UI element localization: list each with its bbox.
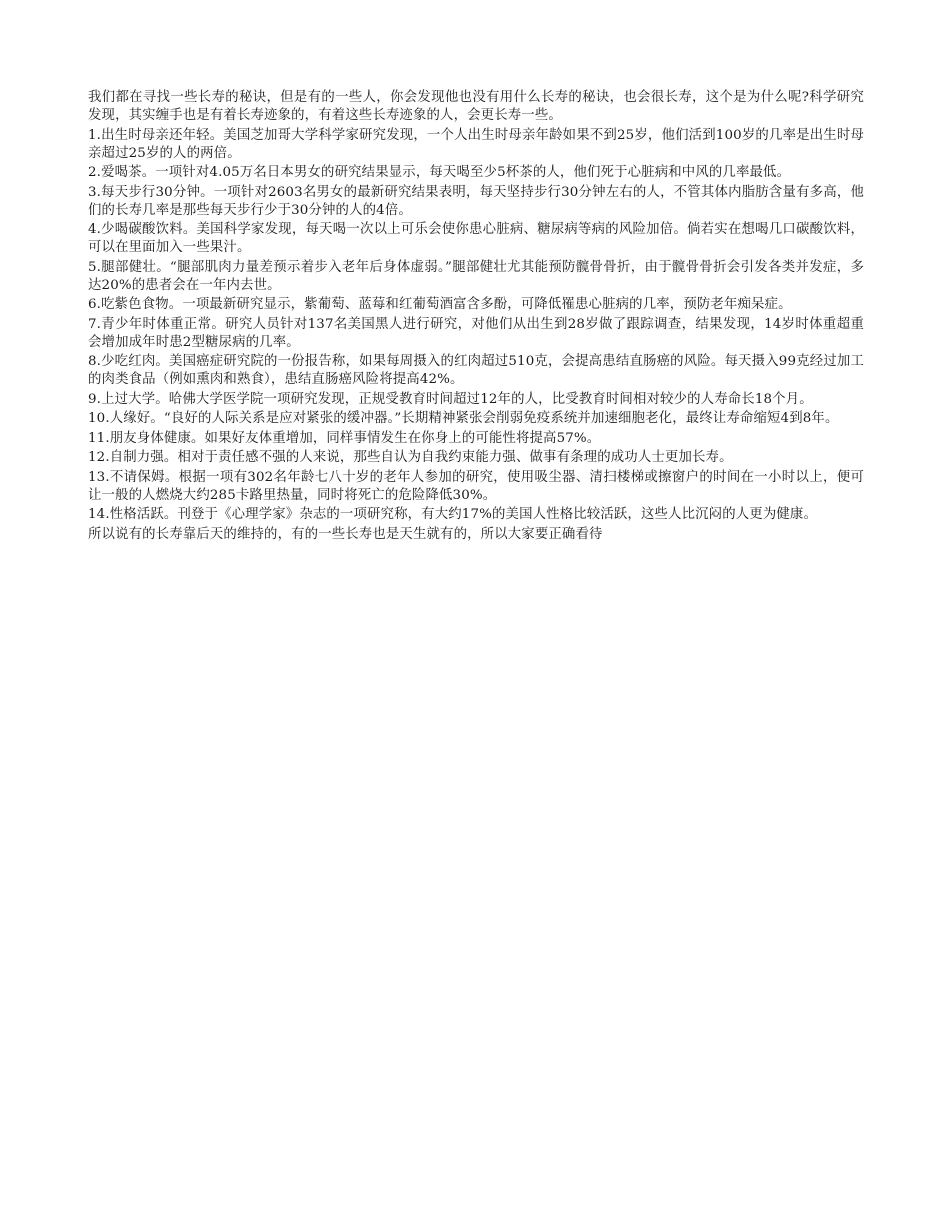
list-item: 8.少吃红肉。美国癌症研究院的一份报告称，如果每周摄入的红肉超过510克，会提高患结直肠癌的风险。每天摄入99克经过加工的肉类食品（例如熏肉和熟食），患结直肠癌风险将提高42%。	[88, 354, 864, 387]
document-body	[88, 89, 864, 545]
list-item: 14.性格活跃。刊登于《心理学家》杂志的一项研究称，有大约17%的美国人性格比较活跃，这些人比沉闷的人更为健康。	[88, 507, 817, 522]
list-item: 13.不请保姆。根据一项有302名年龄七八十岁的老年人参加的研究，使用吸尘器、清扫楼梯或擦窗户的时间在一小时以上，便可让一般的人燃烧大约285卡路里热量，同时将死亡的危险降低30%。	[88, 469, 864, 503]
list-item: 1.出生时母亲还年轻。美国芝加哥大学科学家研究发现，一个人出生时母亲年龄如果不到25岁，他们活到100岁的几率是出生时母亲超过25岁的人的两倍。	[88, 127, 864, 161]
list-item: 2.爱喝茶。一项针对4.05万名日本男女的研究结果显示，每天喝至少5杯茶的人，他们死于心脏病和中风的几率最低。	[88, 165, 791, 180]
list-item: 3.每天步行30分钟。一项针对2603名男女的最新研究结果表明，每天坚持步行30分钟左右的人，不管其体内脂肪含量有多高，他们的长寿几率是那些每天步行少于30分钟的人的4倍。	[88, 184, 864, 218]
list-item: 10.人缘好。“良好的人际关系是应对紧张的缓冲器。”长期精神紧张会削弱免疫系统并加速细胞老化，最终让寿命缩短4到8年。	[88, 411, 839, 426]
intro-paragraph: 我们都在寻找一些长寿的秘诀，但是有的一些人，你会发现他也没有用什么长寿的秘诀，也会很长寿，这个是为什么呢?科学研究发现，其实缠手也是有着长寿迹象的，有着这些长寿迹象的人，会更长寿一些。	[88, 90, 864, 123]
list-item: 5.腿部健壮。“腿部肌肉力量差预示着步入老年后身体虚弱。”腿部健壮尤其能预防髋骨骨折，由于髋骨骨折会引发各类并发症，多达20%的患者会在一年内去世。	[88, 259, 864, 293]
list-item: 12.自制力强。相对于责任感不强的人来说，那些自认为自我约束能力强、做事有条理的成功人士更加长寿。	[88, 450, 733, 465]
list-item: 9.上过大学。哈佛大学医学院一项研究发现，正规受教育时间超过12年的人，比受教育时间相对较少的人寿命长18个月。	[88, 391, 813, 407]
list-item: 11.朋友身体健康。如果好友体重增加，同样事情发生在你身上的可能性将提高57%。	[88, 430, 601, 446]
list-item: 6.吃紫色食物。一项最新研究显示，紫葡萄、蓝莓和红葡萄酒富含多酚，可降低罹患心脏病的几率，预防老年痴呆症。	[88, 297, 792, 312]
list-item: 4.少喝碳酸饮料。美国科学家发现，每天喝一次以上可乐会使你患心脏病、糖尿病等病的风险加倍。倘若实在想喝几口碳酸饮料，可以在里面加入一些果汁。	[88, 222, 864, 255]
list-item: 7.青少年时体重正常。研究人员针对137名美国黑人进行研究，对他们从出生到28岁做了跟踪调查，结果发现，14岁时体重超重会增加成年时患2型糖尿病的几率。	[88, 316, 864, 350]
conclusion-paragraph: 所以说有的长寿靠后天的维持的，有的一些长寿也是天生就有的，所以大家要正确看待	[88, 526, 603, 542]
